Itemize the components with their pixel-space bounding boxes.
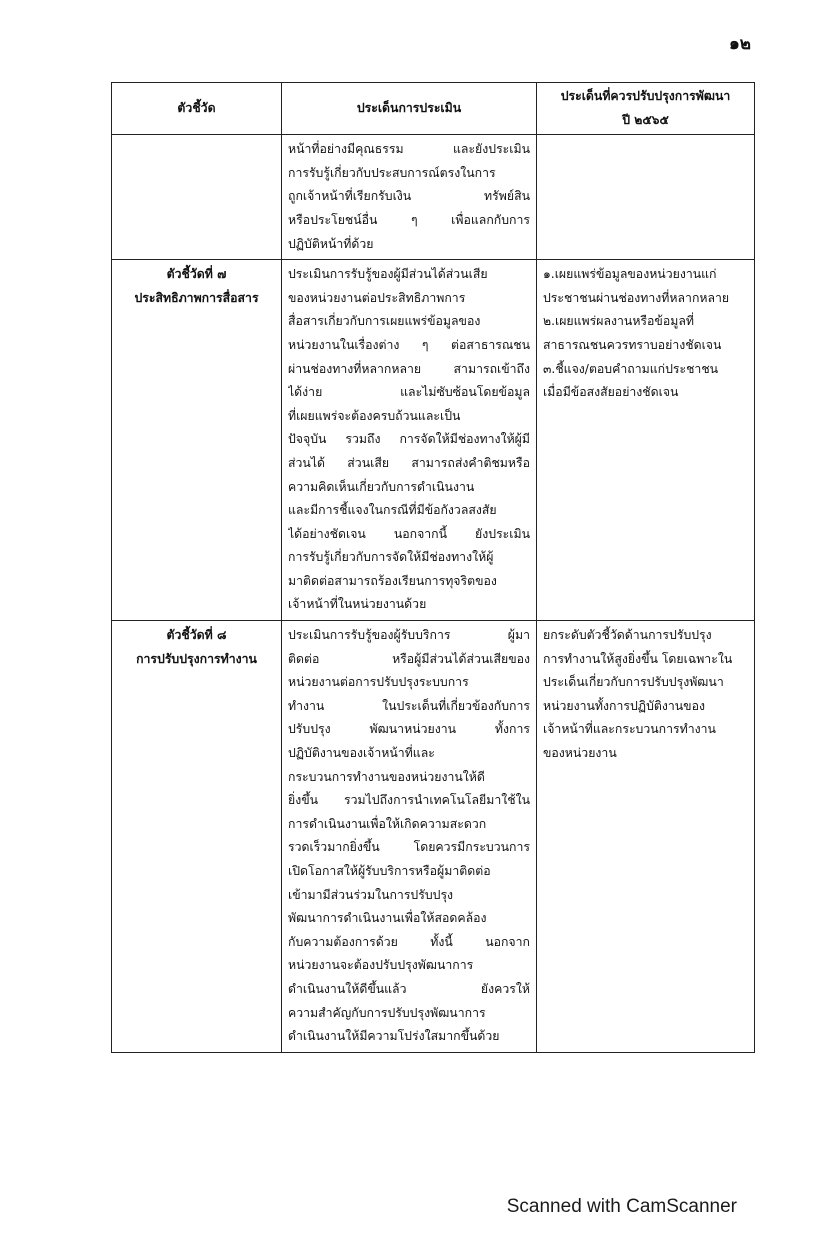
issue-line: เจ้าหน้าที่ในหน่วยงานด้วย bbox=[288, 597, 427, 612]
issue-line: ปัจจุบัน รวมถึง การจัดให้มีช่องทางให้ผู้มี bbox=[288, 432, 530, 447]
issue-line: กระบวนการทำงานของหน่วยงานให้ดี bbox=[288, 769, 485, 784]
issue-line: หน่วยงานในเรื่องต่าง ๆ ต่อสาธารณชน bbox=[288, 337, 530, 352]
table-row bbox=[112, 621, 755, 1053]
improve-line: ๑.เผยแพร่ข้อมูลของหน่วยงานแก่ bbox=[543, 267, 717, 282]
improve-line: ประชาชนผ่านช่องทางที่หลากหลาย bbox=[543, 290, 730, 305]
issue-line: ประเมินการรับรู้ของผู้รับบริการ ผู้มา bbox=[288, 628, 530, 643]
issue-line: การดำเนินงานเพื่อให้เกิดความสะดวก bbox=[288, 816, 487, 831]
indicator-cell bbox=[112, 260, 282, 621]
improve-line: ยกระดับตัวชี้วัดด้านการปรับปรุง bbox=[543, 628, 712, 643]
issue-line: ได้ง่าย และไม่ซับซ้อนโดยข้อมูล bbox=[288, 385, 530, 400]
table-row bbox=[112, 135, 755, 260]
issue-line: ส่วนได้ ส่วนเสีย สามารถส่งคำติชมหรือ bbox=[288, 455, 530, 470]
issue-cell bbox=[282, 135, 537, 260]
header-indicator: ตัวชี้วัด bbox=[112, 83, 282, 135]
issue-line: ปฏิบัติงานของเจ้าหน้าที่และ bbox=[288, 746, 435, 761]
issue-line: ถูกเจ้าหน้าที่เรียกรับเงิน ทรัพย์สิน bbox=[288, 189, 530, 204]
issue-line: หน้าที่อย่างมีคุณธรรม และยังประเมิน bbox=[288, 142, 530, 157]
indicator-name: การปรับปรุงการทำงาน bbox=[136, 651, 257, 666]
improve-line: เมื่อมีข้อสงสัยอย่างชัดเจน bbox=[543, 385, 679, 400]
issue-cell bbox=[282, 260, 537, 621]
improve-cell bbox=[537, 135, 755, 260]
header-improve bbox=[537, 83, 755, 135]
improve-line: ประเด็นเกี่ยวกับการปรับปรุงพัฒนา bbox=[543, 675, 724, 690]
table-header-row bbox=[112, 83, 755, 135]
indicator-cell bbox=[112, 621, 282, 1053]
indicator-name: ประสิทธิภาพการสื่อสาร bbox=[134, 290, 259, 305]
issue-line: ติดต่อ หรือผู้มีส่วนได้ส่วนเสียของ bbox=[288, 651, 530, 666]
improve-line: ๒.เผยแพร่ผลงานหรือข้อมูลที่ bbox=[543, 314, 694, 329]
issue-cell bbox=[282, 621, 537, 1053]
issue-line: ประเมินการรับรู้ของผู้มีส่วนได้ส่วนเสีย bbox=[288, 267, 488, 282]
improve-line: การทำงานให้สูงยิ่งขึ้น โดยเฉพาะใน bbox=[543, 651, 733, 666]
scanner-watermark: Scanned with CamScanner bbox=[506, 1196, 737, 1217]
page-number: ๑๒ bbox=[729, 34, 751, 54]
issue-line: มาติดต่อสามารถร้องเรียนการทุจริตของ bbox=[288, 573, 497, 588]
header-improve-line1: ประเด็นที่ควรปรับปรุงการพัฒนา bbox=[560, 89, 731, 103]
issue-line: ดำเนินงานให้ดีขึ้นแล้ว ยังควรให้ bbox=[288, 981, 530, 996]
improve-line: สาธารณชนควรทราบอย่างชัดเจน bbox=[543, 337, 722, 352]
issue-line: ทำงาน ในประเด็นที่เกี่ยวข้องกับการ bbox=[288, 698, 530, 713]
issue-line: เปิดโอกาสให้ผู้รับบริการหรือผู้มาติดต่อ bbox=[288, 864, 491, 878]
issue-line: ความคิดเห็นเกี่ยวกับการดำเนินงาน bbox=[288, 479, 475, 494]
issue-line: ปรับปรุง พัฒนาหน่วยงาน ทั้งการ bbox=[288, 722, 530, 737]
issue-line: เข้ามามีส่วนร่วมในการปรับปรุง bbox=[288, 887, 454, 902]
issue-line: ของหน่วยงานต่อประสิทธิภาพการ bbox=[288, 290, 466, 305]
improve-line: หน่วยงานทั้งการปฏิบัติงานของ bbox=[543, 698, 705, 713]
table-row bbox=[112, 260, 755, 621]
issue-line: หรือประโยชน์อื่น ๆ เพื่อแลกกับการ bbox=[288, 212, 530, 227]
issue-line: พัฒนาการดำเนินงานเพื่อให้สอดคล้อง bbox=[288, 911, 487, 926]
issue-line: และมีการชี้แจงในกรณีที่มีข้อกังวลสงสัย bbox=[288, 503, 497, 518]
issue-line: หน่วยงานต่อการปรับปรุงระบบการ bbox=[288, 675, 469, 690]
issue-line: สื่อสารเกี่ยวกับการเผยแพร่ข้อมูลของ bbox=[288, 314, 481, 329]
issue-line: หน่วยงานจะต้องปรับปรุงพัฒนาการ bbox=[288, 958, 474, 973]
table-body bbox=[112, 135, 755, 1053]
header-improve-line2: ปี ๒๕๖๕ bbox=[622, 112, 669, 127]
indicator-title: ตัวชี้วัดที่ ๗ bbox=[166, 267, 227, 282]
issue-line: ยิ่งขึ้น รวมไปถึงการนำเทคโนโลยีมาใช้ใน bbox=[288, 793, 530, 808]
improve-line: เจ้าหน้าที่และกระบวนการทำงาน bbox=[543, 722, 716, 737]
issue-line: ดำเนินงานให้มีความโปร่งใสมากขึ้นด้วย bbox=[288, 1029, 500, 1044]
indicator-cell bbox=[112, 135, 282, 260]
header-issue: ประเด็นการประเมิน bbox=[282, 83, 537, 135]
issue-line: กับความต้องการด้วย ทั้งนี้ นอกจาก bbox=[288, 934, 530, 949]
issue-line: ผ่านช่องทางที่หลากหลาย สามารถเข้าถึง bbox=[288, 361, 530, 376]
improve-cell bbox=[537, 260, 755, 621]
improve-line: ๓.ชี้แจง/ตอบคำถามแก่ประชาชน bbox=[543, 361, 719, 376]
issue-line: รวดเร็วมากยิ่งขึ้น โดยควรมีกระบวนการ bbox=[288, 840, 530, 855]
improve-cell bbox=[537, 621, 755, 1053]
improve-line: ของหน่วยงาน bbox=[543, 746, 617, 761]
issue-line: ได้อย่างชัดเจน นอกจากนี้ ยังประเมิน bbox=[288, 526, 530, 541]
issue-line: การรับรู้เกี่ยวกับประสบการณ์ตรงในการ bbox=[288, 165, 496, 180]
indicator-title: ตัวชี้วัดที่ ๘ bbox=[166, 628, 227, 643]
issue-line: ที่เผยแพร่จะต้องครบถ้วนและเป็น bbox=[288, 408, 461, 423]
issue-line: การรับรู้เกี่ยวกับการจัดให้มีช่องทางให้ผู้ bbox=[288, 550, 494, 565]
assessment-table bbox=[111, 82, 755, 1053]
issue-line: ปฏิบัติหน้าที่ด้วย bbox=[288, 236, 374, 251]
issue-line: ความสำคัญกับการปรับปรุงพัฒนาการ bbox=[288, 1005, 486, 1020]
